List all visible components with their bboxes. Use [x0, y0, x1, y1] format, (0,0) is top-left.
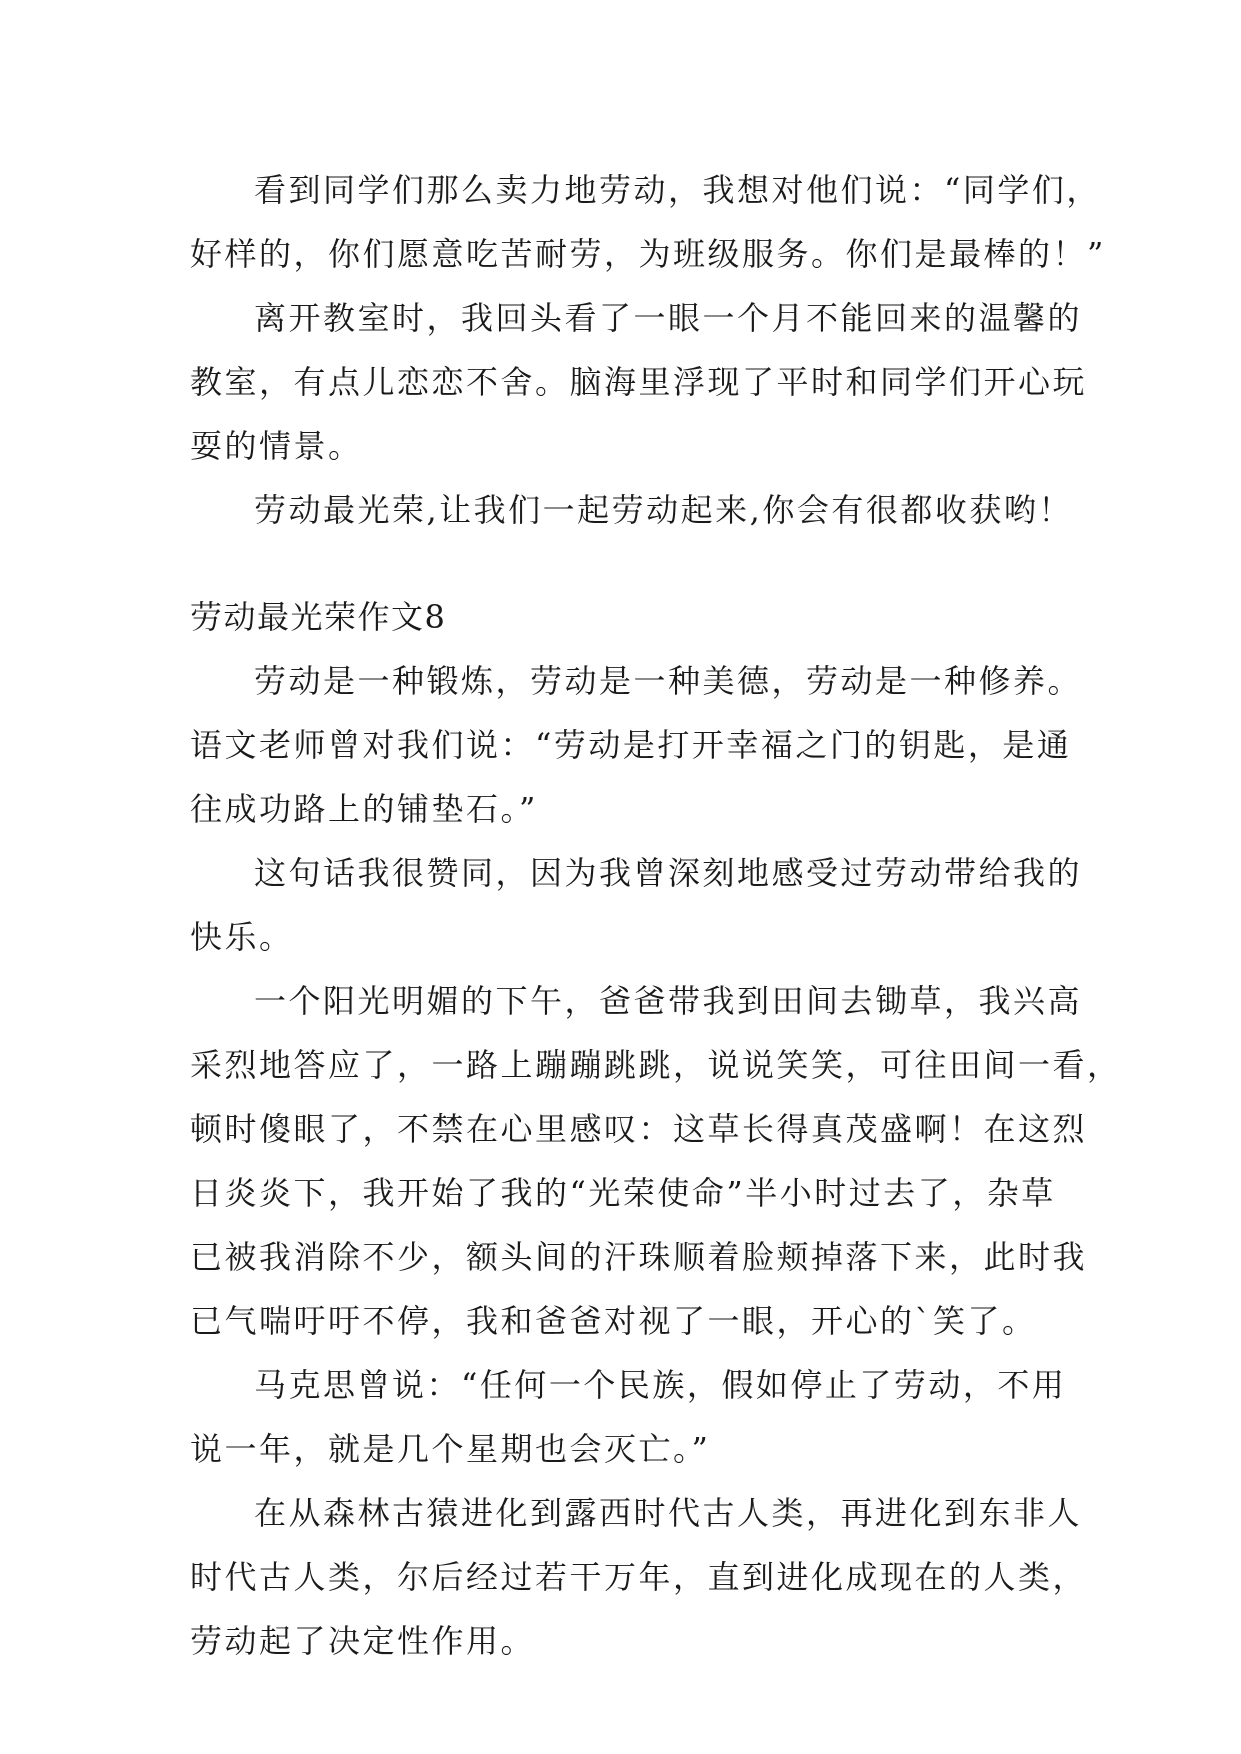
paragraph-line: 在从森林古猿进化到露西时代古人类，再进化到东非人: [254, 1494, 1083, 1532]
paragraph-line: 好样的，你们愿意吃苦耐劳，为班级服务。你们是最棒的！”: [190, 235, 1106, 273]
paragraph-line: 往成功路上的铺垫石。”: [190, 790, 538, 828]
paragraph-line: 教室，有点儿恋恋不舍。脑海里浮现了平时和同学们开心玩: [190, 363, 1088, 401]
paragraph-line: 语文老师曾对我们说：“劳动是打开幸福之门的钥匙，是通: [190, 726, 1072, 764]
paragraph-line: 马克思曾说：“任何一个民族，假如停止了劳动，不用: [254, 1366, 1067, 1404]
paragraph-line: 已气喘吁吁不停，我和爸爸对视了一眼，开心的`笑了。: [190, 1302, 1037, 1340]
section-heading: 劳动最光荣作文8: [190, 598, 447, 636]
paragraph-line: 看到同学们那么卖力地劳动，我想对他们说：“同学们，: [254, 171, 1101, 209]
paragraph-line: 快乐。: [190, 918, 294, 956]
paragraph-line: 时代古人类，尔后经过若干万年，直到进化成现在的人类，: [190, 1558, 1088, 1596]
paragraph-line: 劳动最光荣,让我们一起劳动起来,你会有很都收获哟！: [254, 491, 1073, 529]
paragraph-line: 这句话我很赞同，因为我曾深刻地感受过劳动带给我的: [254, 854, 1083, 892]
paragraph-line: 离开教室时，我回头看了一眼一个月不能回来的温馨的: [254, 299, 1083, 337]
paragraph-line: 劳动起了决定性作用。: [190, 1622, 536, 1660]
paragraph-line: 一个阳光明媚的下午，爸爸带我到田间去锄草，我兴高: [254, 982, 1083, 1020]
paragraph-line: 说一年，就是几个星期也会灭亡。”: [190, 1430, 711, 1468]
paragraph-line: 日炎炎下，我开始了我的“光荣使命”半小时过去了，杂草: [190, 1174, 1056, 1212]
paragraph-line: 采烈地答应了，一路上蹦蹦跳跳，说说笑笑，可往田间一看，: [190, 1046, 1122, 1084]
paragraph-line: 已被我消除不少，额头间的汗珠顺着脸颊掉落下来，此时我: [190, 1238, 1088, 1276]
paragraph-line: 劳动是一种锻炼，劳动是一种美德，劳动是一种修养。: [254, 662, 1083, 700]
paragraph-line: 顿时傻眼了，不禁在心里感叹：这草长得真茂盛啊！在这烈: [190, 1110, 1088, 1148]
paragraph-line: 耍的情景。: [190, 427, 363, 465]
